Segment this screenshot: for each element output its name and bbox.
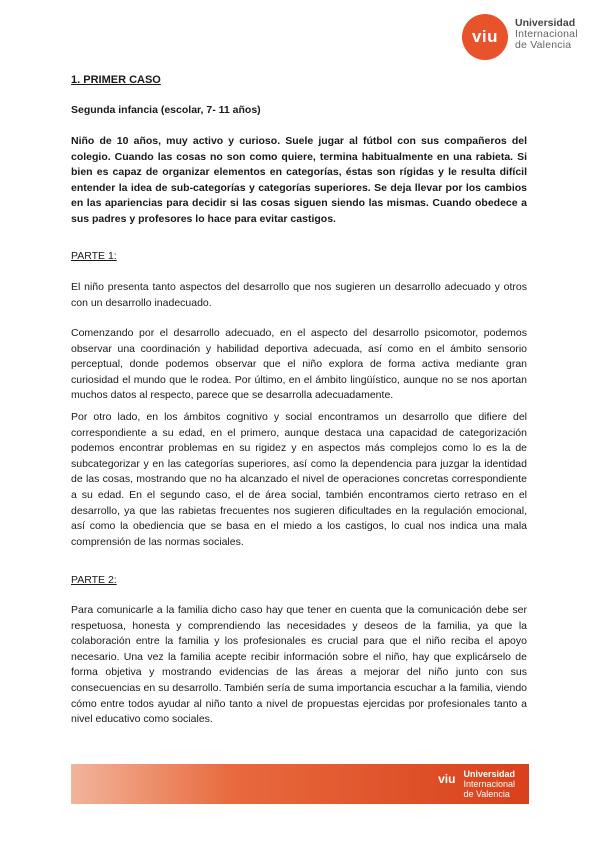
logo-line-2: Internacional bbox=[515, 28, 578, 40]
page-subtitle: Segunda infancia (escolar, 7- 11 años) bbox=[71, 104, 261, 116]
footer-viu-mark: viu bbox=[438, 772, 456, 786]
footer-line-1: Universidad bbox=[463, 769, 515, 779]
viu-logo-mark: viu bbox=[462, 14, 508, 60]
part2-paragraph-1: Para comunicarle a la familia dicho caso hay que tener en cuenta que la comunicación debe ser respetuosa, honesta y comprendiendo las necesidades y deseos de la familia, ya que la colaboración entre la familia y los profesionales es crucial para que el niño reciba el apoyo necesario. Una vez la familia acepte recibir información sobre el niño, hay que explicárselo de forma objetiva y mostrando evidencias de las áreas a mejorar del niño junto con sus consecuencias en su desarrollo. También sería de suma importancia escuchar a la familia, viendo cómo entre todos ayudar al niño tanto a nivel de propuestas ejercidas por profesionales tanto a nivel educativo como sociales. bbox=[71, 604, 527, 726]
footer-logo-text bbox=[463, 769, 515, 799]
part1-paragraph-2: Comenzando por el desarrollo adecuado, en el aspecto del desarrollo psicomotor, podemos observar una coordinación y habilidad deportiva adecuada, así como en el ámbito sensorio perceptual, donde podemos observar que el niño explora de forma activa mediante gran curiosidad el mundo que le rodea. Por último, en el ámbito lingüístico, aunque no se nos aportan muchos datos al respecto, parece que se desarrolla adecuadamente. bbox=[71, 327, 527, 402]
footer-banner bbox=[71, 764, 529, 804]
footer-line-2: Internacional bbox=[463, 779, 515, 789]
part1-paragraph-1: El niño presenta tanto aspectos del desarrollo que nos sugieren un desarrollo adecuado y otros con un desarrollo inadecuado. bbox=[71, 281, 527, 309]
footer-logo bbox=[438, 769, 515, 799]
logo-text bbox=[515, 18, 578, 51]
logo-line-1: Universidad bbox=[515, 17, 576, 29]
part2-heading: PARTE 2: bbox=[71, 574, 117, 586]
page-title: 1. PRIMER CASO bbox=[71, 74, 161, 86]
footer-line-3: de Valencia bbox=[463, 789, 510, 799]
university-logo bbox=[462, 14, 592, 58]
logo-line-3: de Valencia bbox=[515, 39, 572, 51]
part1-heading: PARTE 1: bbox=[71, 250, 117, 262]
case-description: Niño de 10 años, muy activo y curioso. Suele jugar al fútbol con sus compañeros del colegio. Cuando las cosas no son como quiere, termina habitualmente en una rabieta. Si bien es capaz de organizar elementos en categorías, éstas son rígidas y le resulta difícil entender la idea de sub-categorías y categorías superiores. Se deja llevar por los cambios en las apariencias para decidir si las cosas siguen siendo las mismas. Cuando obedece a sus padres y profesores lo hace para evitar castigos. bbox=[71, 135, 527, 225]
part1-paragraph-3: Por otro lado, en los ámbitos cognitivo y social encontramos un desarrollo que difiere del correspondiente a su edad, en el primero, aunque destaca una capacidad de categorización podemos encontrar problemas en su rigidez y en aspectos más complejos como lo es la de subcategorizar y en las categorías superiores, así como la dependencia para juzgar la identidad de las cosas, mostrando que no ha alcanzado el nivel de operaciones concretas correspondiente a su edad. En el segundo caso, el de área social, también encontramos cierto retraso en el desarrollo, ya que las rabietas frecuentes nos sugieren dificultades en la regulación emocional, así como la obediencia que se basa en el miedo a los castigos, lo cual nos indica una mala comprensión de las normas sociales. bbox=[71, 411, 527, 548]
